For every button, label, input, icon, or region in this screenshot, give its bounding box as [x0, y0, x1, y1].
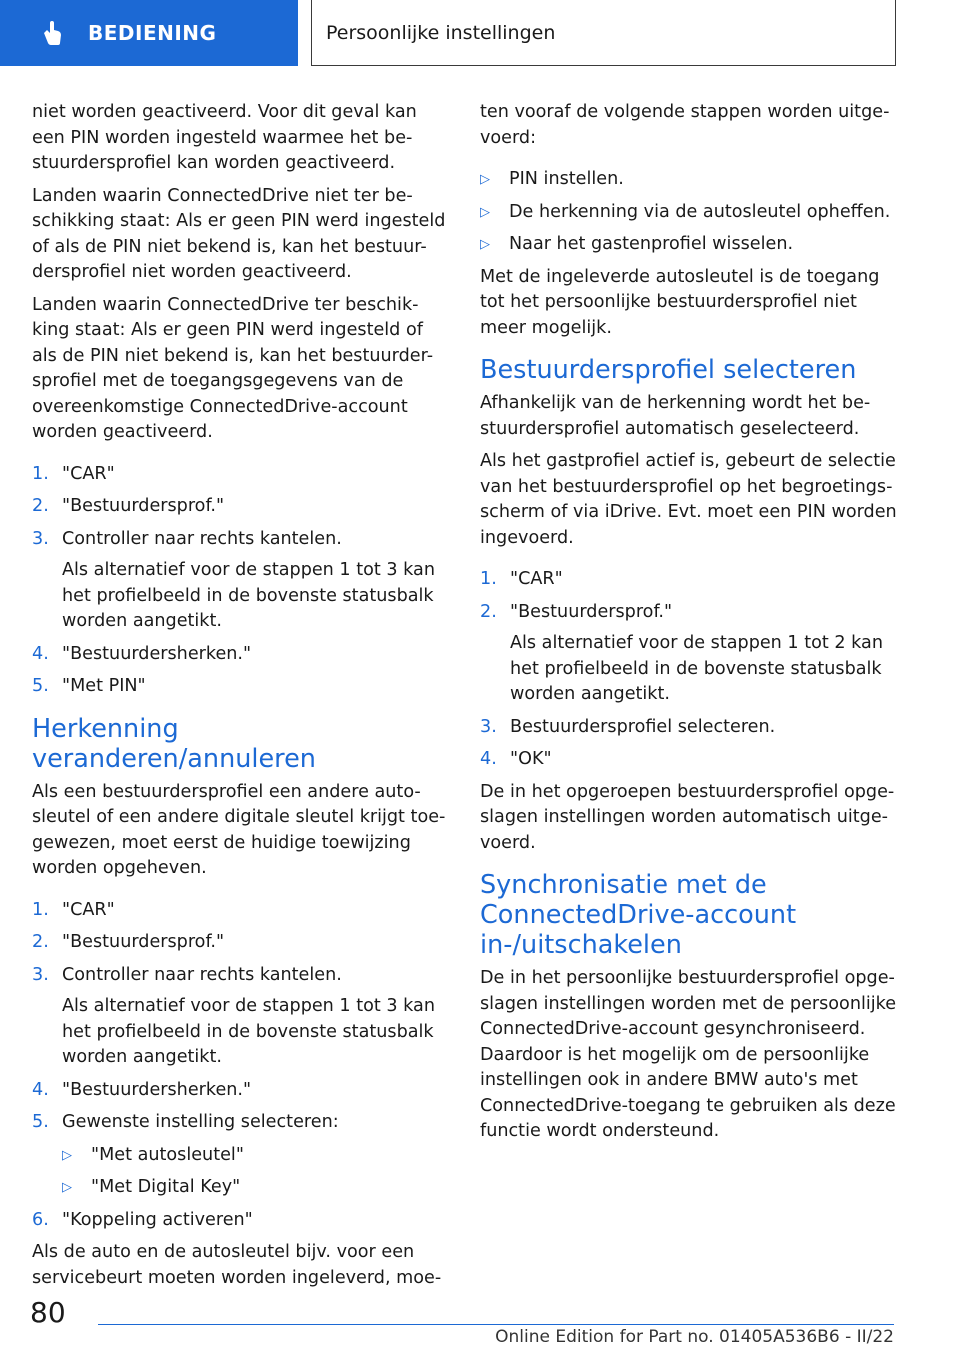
step-item [32, 462, 450, 488]
section-tab [0, 0, 298, 66]
bullet-text: De herkenning via de autosleutel opheffen. [509, 201, 891, 222]
step-number: 2. [480, 601, 497, 622]
step-item [32, 1078, 450, 1104]
paragraph: Als het gastprofiel actief is, gebeurt de selectie van het bestuurdersprofiel op het begroetings-scherm of via iDrive. Evt. moet een PIN worden ingevoerd. [480, 451, 897, 548]
step-item [480, 600, 898, 708]
step-number: 5. [32, 1112, 49, 1132]
step-number: 1. [32, 899, 49, 920]
step-text: "Bestuurdersprof." [62, 932, 225, 952]
step-text: "Met PIN" [62, 676, 146, 696]
sub-bullet-item [62, 1175, 450, 1201]
triangle-bullet-icon: ▷ [62, 1180, 72, 1195]
section-heading: Bestuurdersprofiel selecteren [480, 355, 857, 385]
paragraph: Afhankelijk van de herkenning wordt het be-stuurdersprofiel automatisch geselecteerd. [480, 393, 871, 439]
triangle-bullet-icon: ▷ [480, 204, 490, 220]
footer-divider [98, 1324, 894, 1325]
bullet-text: "Met autosleutel" [91, 1144, 244, 1165]
step-item [480, 715, 898, 741]
bullet-item [480, 232, 898, 258]
bullet-item [480, 200, 898, 226]
step-item [32, 527, 450, 635]
step-text: Controller naar rechts kantelen. [62, 528, 342, 549]
paragraph: De in het persoonlijke bestuurdersprofiel opge-slagen instellingen worden met de persoonlijke ConnectedDrive-account gesynchroniseerd. Daardoor is het mogelijk om de persoonlijke instellingen ook in andere BMW auto's met ConnectedDrive-toegang te gebruiken als deze functie wordt ondersteund. [480, 968, 897, 1141]
paragraph: niet worden geactiveerd. Voor dit geval kan een PIN worden ingesteld waarmee het be-stuurdersprofiel kan worden geactiveerd. [32, 102, 417, 173]
bullet-text: "Met Digital Key" [91, 1177, 241, 1197]
step-text: Gewenste instelling selecteren: [62, 1112, 339, 1132]
paragraph: Landen waarin ConnectedDrive ter beschik-king staat: Als er geen PIN werd ingesteld of als de PIN niet bekend is, kan het bestuurder-sprofiel met de toegangsgegevens van de overeenkomstige ConnectedDrive-account worden geactiveerd. [32, 294, 434, 442]
chapter-title-box [311, 0, 896, 66]
page-header [0, 0, 960, 66]
step-item [32, 674, 450, 700]
paragraph: De in het opgeroepen bestuurdersprofiel opge-slagen instellingen worden automatisch uitge-voerd. [480, 781, 895, 853]
step-number: 6. [32, 1209, 49, 1230]
paragraph: Als de auto en de autosleutel bijv. voor een servicebeurt moeten worden ingeleverd, moe- [32, 1242, 442, 1288]
paragraph: Landen waarin ConnectedDrive niet ter be-schikking staat: Als er geen PIN werd ingesteld of als de PIN niet bekend is, kan het bestuur-dersprofiel niet worden geactiveerd. [32, 185, 446, 282]
step-number: 5. [32, 676, 49, 696]
step-item [32, 1110, 450, 1136]
bullet-text: Naar het gastenprofiel wisselen. [509, 234, 794, 254]
step-text: "Koppeling activeren" [62, 1209, 253, 1230]
paragraph: ten vooraf de volgende stappen worden uitge-voerd: [480, 102, 890, 148]
paragraph: Met de ingeleverde autosleutel is de toegang tot het persoonlijke bestuurdersprofiel niet meer mogelijk. [480, 266, 880, 338]
step-number: 4. [32, 643, 49, 664]
footer-edition: Online Edition for Part no. 01405A536B6 - II/22 [495, 1327, 894, 1347]
section-label: BEDIENING [88, 21, 217, 45]
section-heading: Synchronisatie met de ConnectedDrive-account in-/uitschakelen [480, 870, 797, 960]
step-item [32, 930, 450, 956]
step-note: Als alternatief voor de stappen 1 tot 2 kan het profielbeeld in de bovenste statusbalk worden aangetikt. [510, 633, 883, 704]
triangle-bullet-icon: ▷ [62, 1147, 72, 1163]
touch-hand-icon [38, 19, 66, 47]
step-text: Controller naar rechts kantelen. [62, 964, 342, 985]
step-text: "Bestuurdersherken." [62, 643, 252, 664]
step-number: 3. [32, 528, 49, 549]
step-number: 4. [480, 749, 497, 769]
step-text: "CAR" [62, 899, 115, 920]
chapter-title: Persoonlijke instellingen [326, 21, 556, 44]
step-number: 1. [480, 569, 497, 589]
step-number: 2. [32, 496, 49, 516]
step-number: 3. [480, 716, 497, 737]
paragraph: Als een bestuurdersprofiel een andere auto-sleutel of een andere digitale sleutel krijgt toe-gewezen, moet eerst de huidige toewijzing worden opgeheven. [32, 781, 446, 878]
step-item [480, 567, 898, 593]
left-column [32, 100, 450, 1298]
bullet-text: PIN instellen. [509, 169, 624, 189]
step-text: "Bestuurdersherken." [62, 1079, 252, 1100]
step-text: "CAR" [62, 463, 115, 484]
step-note: Als alternatief voor de stappen 1 tot 3 kan het profielbeeld in de bovenste statusbalk worden aangetikt. [62, 560, 435, 631]
page-number: 80 [30, 1296, 66, 1329]
section-heading: Herkenning veranderen/annuleren [32, 713, 316, 774]
step-number: 4. [32, 1079, 49, 1100]
step-text: Bestuurdersprofiel selecteren. [510, 716, 776, 737]
step-item [480, 747, 898, 773]
step-number: 1. [32, 463, 49, 484]
bullet-item [480, 167, 898, 193]
step-text: "CAR" [510, 569, 563, 589]
triangle-bullet-icon: ▷ [480, 172, 490, 187]
sub-bullet-item [62, 1143, 450, 1169]
step-number: 3. [32, 964, 49, 985]
step-text: "Bestuurdersprof." [510, 601, 673, 622]
triangle-bullet-icon: ▷ [480, 237, 490, 252]
step-number: 2. [32, 932, 49, 952]
right-column [480, 100, 898, 1152]
step-item [32, 642, 450, 668]
step-item [32, 494, 450, 520]
step-item [32, 1208, 450, 1234]
step-text: "OK" [510, 749, 552, 769]
step-text: "Bestuurdersprof." [62, 496, 225, 516]
step-item [32, 963, 450, 1071]
step-note: Als alternatief voor de stappen 1 tot 3 kan het profielbeeld in de bovenste statusbalk worden aangetikt. [62, 996, 435, 1067]
step-item [32, 898, 450, 924]
